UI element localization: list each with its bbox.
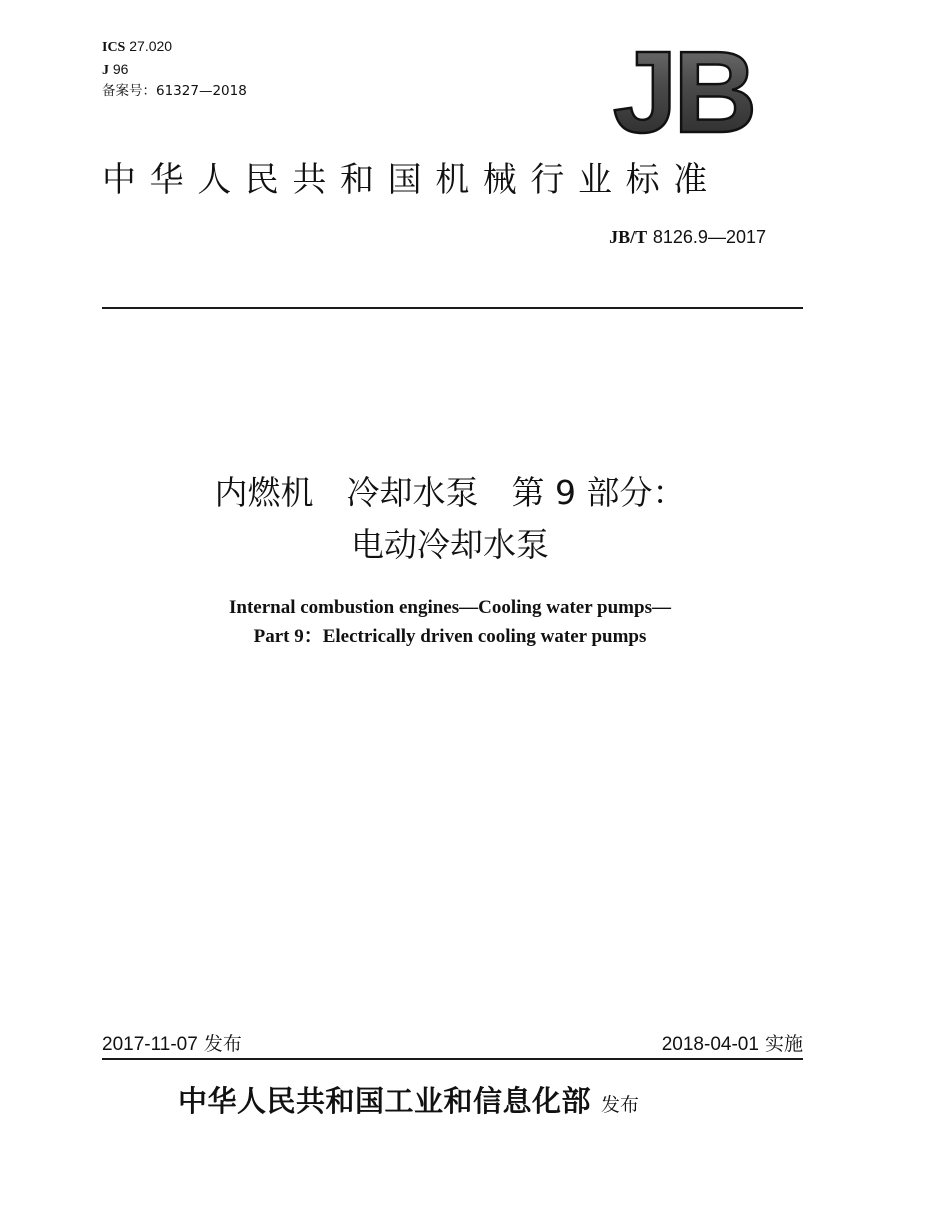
standard-number-value: 8126.9—2017 <box>652 227 766 247</box>
bottom-divider <box>102 1058 803 1060</box>
title-en-line2: Part 9：Electrically driven cooling water pumps <box>253 626 647 647</box>
implementation-date-word: 实施 <box>764 1033 803 1055</box>
standard-type-heading: 中华人民共和国机械行业标准 <box>102 160 721 200</box>
ics-value: 27.020 <box>129 38 173 54</box>
issue-date-word: 发布 <box>203 1033 242 1055</box>
issue-date-value: 2017-11-07 <box>102 1034 198 1055</box>
title-cn-line1: 内燃机 冷却水泵 第 9 部分： <box>214 473 686 512</box>
ccs-label: J <box>102 63 109 78</box>
issuer-action: 发布 <box>601 1094 640 1116</box>
jb-logo-text: JB <box>612 40 754 144</box>
standard-number <box>540 226 766 249</box>
ics-label: ICS <box>102 40 126 55</box>
jb-logo <box>598 40 768 144</box>
ccs-value: 96 <box>112 61 129 77</box>
ics-code <box>102 38 172 56</box>
title-en-line1: Internal combustion engines—Cooling water pumps— <box>229 597 671 618</box>
title-cn-line2: 电动冷却水泵 <box>351 525 549 564</box>
issuer-organization: 中华人民共和国工业和信息化部 <box>178 1084 592 1118</box>
ccs-code <box>102 61 128 79</box>
issue-date <box>102 1032 242 1057</box>
implementation-date <box>560 1032 803 1057</box>
standard-prefix: JB/T <box>609 227 648 247</box>
implementation-date-value: 2018-04-01 <box>661 1034 759 1055</box>
issuing-authority <box>178 1082 639 1124</box>
top-divider <box>102 307 803 309</box>
record-number: 备案号：61327—2018 <box>102 83 247 99</box>
